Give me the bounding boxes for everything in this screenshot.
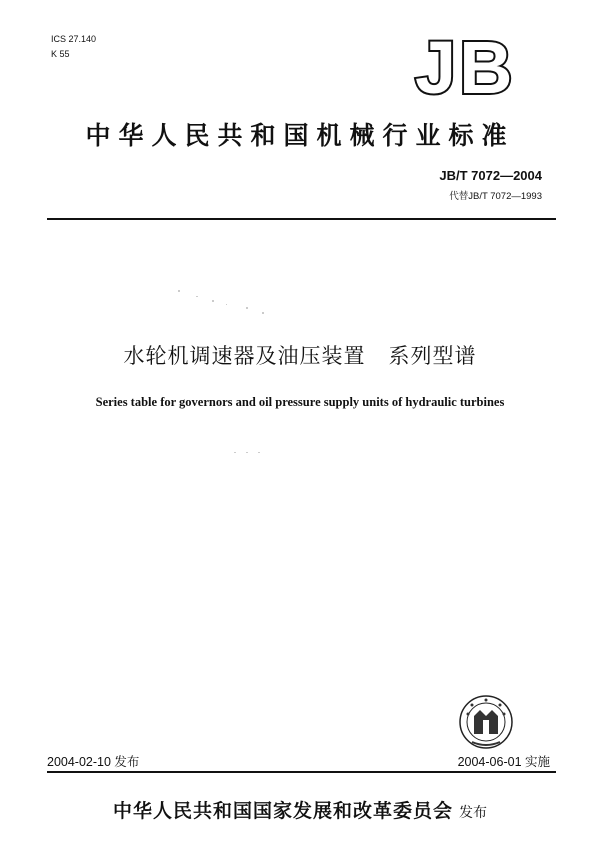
issue-date: 2004-02-10 发布 xyxy=(47,755,140,769)
ccs-code: K 55 xyxy=(51,49,70,59)
classification-codes xyxy=(51,32,96,62)
top-divider xyxy=(47,218,556,220)
publisher-name: 中华人民共和国国家发展和改革委员会 xyxy=(112,800,453,822)
standards-seal-icon xyxy=(458,694,514,750)
document-title-english: Series table for governors and oil pressure supply units of hydraulic turbines xyxy=(95,395,505,409)
publisher-suffix: 发布 xyxy=(459,805,487,821)
standard-title: 中华人民共和国机械行业标准 xyxy=(85,121,515,150)
standard-code: JB/T 7072—2004 xyxy=(439,168,542,183)
replaces-note: 代替JB/T 7072—1993 xyxy=(449,191,542,202)
ics-code: ICS 27.140 xyxy=(51,34,97,44)
bottom-divider xyxy=(47,771,556,773)
implementation-date: 2004-06-01 实施 xyxy=(457,755,550,769)
jb-logo: JB xyxy=(415,26,516,109)
publisher xyxy=(0,796,600,823)
document-title-chinese: 水轮机调速器及油压装置 系列型谱 xyxy=(123,344,477,368)
